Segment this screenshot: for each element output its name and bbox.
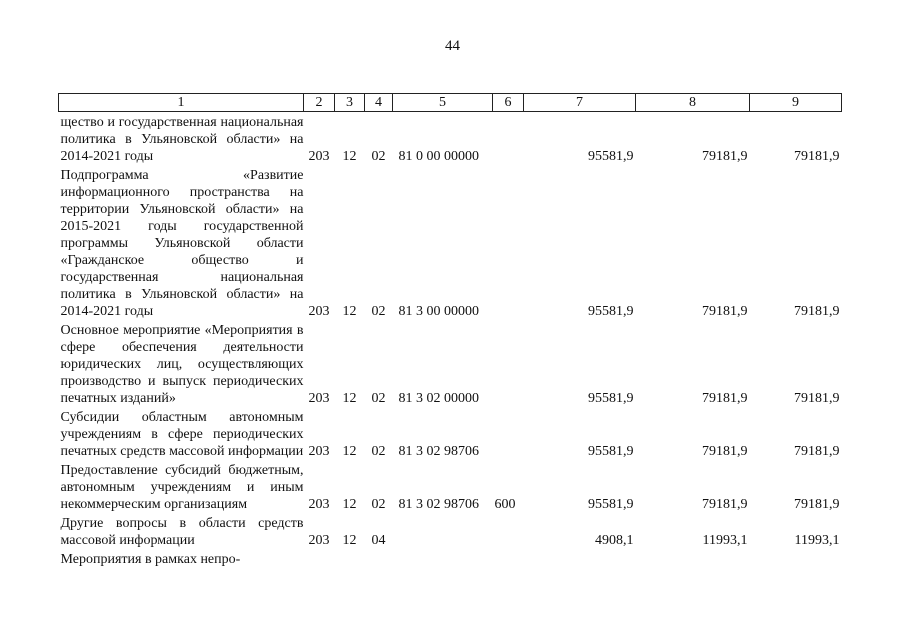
column-header-value-2: 8 xyxy=(636,94,750,112)
column-header-name: 1 xyxy=(59,94,304,112)
column-header-gr: 2 xyxy=(304,94,335,112)
row-name: Подпрограмма «Развитие информационного пространства на территории Ульяновской области» на 2015-2021 годы государственной программы Ульяновской области «Гражданское общество и государственная национальная политика в Ульяновской области» на 2014-2021 годы xyxy=(60,168,304,319)
row-vr: 600 xyxy=(494,497,516,512)
row-value-2: 11993,1 xyxy=(702,533,748,548)
table-row xyxy=(59,112,842,166)
row-cs xyxy=(393,549,493,568)
row-gr: 203 xyxy=(308,304,330,319)
row-vr xyxy=(493,320,524,407)
row-cs xyxy=(393,513,493,549)
row-rz: 12 xyxy=(342,444,357,459)
row-rz: 12 xyxy=(342,533,357,548)
row-cs: 81 0 00 00000 xyxy=(398,149,479,164)
column-header-pr: 4 xyxy=(365,94,393,112)
budget-table xyxy=(58,93,842,568)
row-value-1: 4908,1 xyxy=(595,533,634,548)
row-value-1: 95581,9 xyxy=(588,304,634,319)
column-header-value-3: 9 xyxy=(750,94,842,112)
row-cs: 81 3 02 00000 xyxy=(398,391,479,406)
row-value-2: 79181,9 xyxy=(702,149,748,164)
column-header-cs: 5 xyxy=(393,94,493,112)
row-value-1 xyxy=(524,549,636,568)
row-value-3: 79181,9 xyxy=(794,391,840,406)
row-rz: 12 xyxy=(342,304,357,319)
row-value-2: 79181,9 xyxy=(702,304,748,319)
row-value-3: 79181,9 xyxy=(794,304,840,319)
row-value-3: 79181,9 xyxy=(794,149,840,164)
row-value-3: 79181,9 xyxy=(794,444,840,459)
row-value-1: 95581,9 xyxy=(588,497,634,512)
row-gr: 203 xyxy=(308,444,330,459)
row-value-2: 79181,9 xyxy=(702,497,748,512)
row-vr xyxy=(493,165,524,320)
row-rz xyxy=(335,549,365,568)
row-value-1: 95581,9 xyxy=(588,391,634,406)
row-gr xyxy=(304,549,335,568)
row-cs: 81 3 00 00000 xyxy=(398,304,479,319)
row-name: Субсидии областным автономным учреждениям в сфере периодических печатных средств массовой информации xyxy=(60,410,304,459)
row-gr: 203 xyxy=(308,391,330,406)
table-row xyxy=(59,513,842,549)
row-name: Мероприятия в рамках непро- xyxy=(60,552,241,567)
row-value-3: 11993,1 xyxy=(794,533,840,548)
row-value-3: 79181,9 xyxy=(794,497,840,512)
row-value-2: 79181,9 xyxy=(702,391,748,406)
column-header-vr: 6 xyxy=(493,94,524,112)
row-rz: 12 xyxy=(342,391,357,406)
row-gr: 203 xyxy=(308,497,330,512)
row-name: Другие вопросы в области средств массовой информации xyxy=(60,516,304,548)
row-rz: 12 xyxy=(342,149,357,164)
table-row xyxy=(59,165,842,320)
row-pr: 02 xyxy=(371,149,386,164)
row-vr xyxy=(493,549,524,568)
row-pr: 02 xyxy=(371,497,386,512)
row-vr xyxy=(493,513,524,549)
row-pr: 02 xyxy=(371,444,386,459)
column-header-row xyxy=(59,94,842,112)
row-cs: 81 3 02 98706 xyxy=(398,497,479,512)
table-row xyxy=(59,407,842,460)
row-value-2 xyxy=(636,549,750,568)
row-pr: 02 xyxy=(371,391,386,406)
row-rz: 12 xyxy=(342,497,357,512)
table-row xyxy=(59,320,842,407)
row-vr xyxy=(493,407,524,460)
row-name: Предоставление субсидий бюджетным, автономным учреждениям и иным некоммерческим организациям xyxy=(60,463,304,512)
row-value-1: 95581,9 xyxy=(588,444,634,459)
row-vr xyxy=(493,112,524,166)
table-row xyxy=(59,549,842,568)
row-name: Основное мероприятие «Мероприятия в сфере обеспечения деятельности юридических лиц, осуществляющих производство и выпуск периодических печатных изданий» xyxy=(60,323,304,406)
row-pr: 04 xyxy=(371,533,386,548)
column-header-rz: 3 xyxy=(335,94,365,112)
row-cs: 81 3 02 98706 xyxy=(398,444,479,459)
page-number: 44 xyxy=(445,38,460,54)
column-header-value-1: 7 xyxy=(524,94,636,112)
row-name: щество и государственная национальная политика в Ульяновской области» на 2014-2021 годы xyxy=(60,115,304,164)
row-value-1: 95581,9 xyxy=(588,149,634,164)
row-value-2: 79181,9 xyxy=(702,444,748,459)
row-gr: 203 xyxy=(308,533,330,548)
row-pr xyxy=(365,549,393,568)
row-gr: 203 xyxy=(308,149,330,164)
table-row xyxy=(59,460,842,513)
row-value-3 xyxy=(750,549,842,568)
row-pr: 02 xyxy=(371,304,386,319)
